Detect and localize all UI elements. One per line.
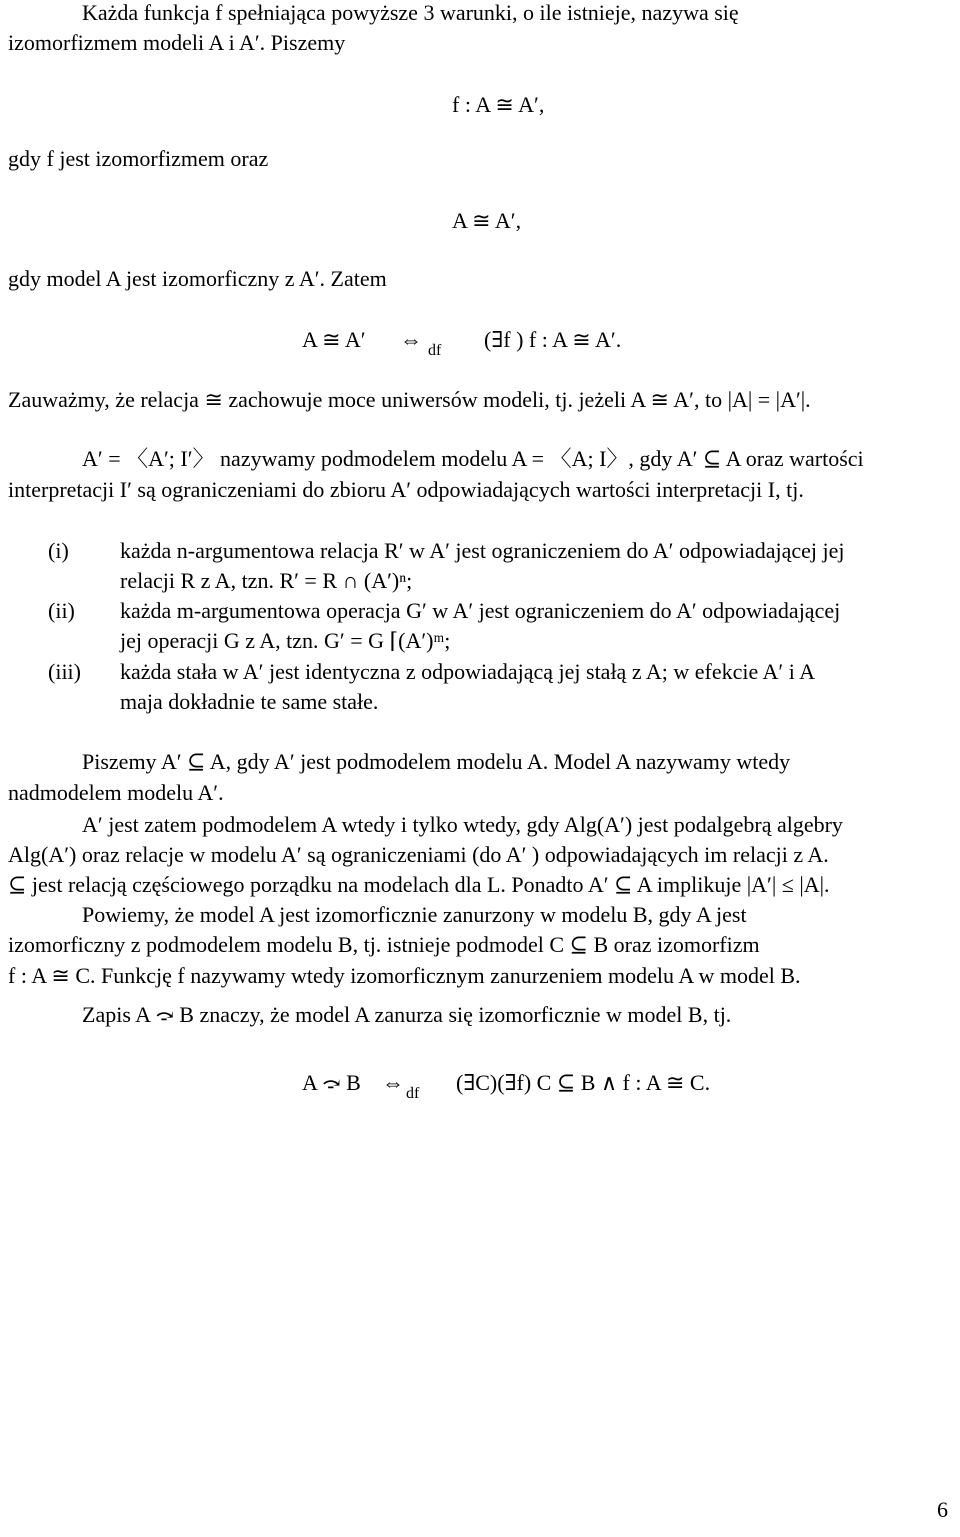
formula-def-rhs: (∃f ) f : A ≅ A′. — [484, 327, 622, 352]
item-3-line-2: maja dokładnie te same stałe. — [120, 689, 379, 714]
formula-isomorphic: A ≅ A′, — [452, 208, 522, 233]
item-1-number: (i) — [48, 538, 69, 563]
powiemy-line-2: izomorficzny z podmodelem modelu B, tj. istnieje podmodel C ⊆ B oraz izomorfizm — [8, 932, 760, 957]
formula-embed-iff: ⇔ — [382, 1070, 404, 1095]
formula-def-df: df — [428, 342, 442, 359]
item-1-line-1: każda n-argumentowa relacja R′ w A′ jest ograniczeniem do A′ odpowiadającej jej — [120, 538, 845, 563]
item-2-line-2: jej operacji G z A, tzn. G′ = G ⌈(A′)ᵐ; — [120, 628, 451, 653]
formula-isomorphism: f : A ≅ A′, — [452, 92, 545, 117]
zapis-line: Zapis A ⤼ B znaczy, że model A zanurza się izomorficznie w model B, tj. — [82, 1002, 732, 1027]
piszemy-line-2: nadmodelem modelu A′. — [8, 780, 224, 805]
item-3-line-1: każda stała w A′ jest identyczna z odpowiadającą jej stałą z A; w efekcie A′ i A — [120, 659, 816, 684]
item-2-line-1: każda m-argumentowa operacja G′ w A′ jest ograniczeniem do A′ odpowiadającej — [120, 598, 841, 623]
podmodel-line-2: interpretacji I′ są ograniczeniami do zbioru A′ odpowiadających wartości interpretacji I, tj. — [8, 477, 804, 502]
zatem-line-2: Alg(A′) oraz relacje w modelu A′ są ograniczeniami (do A′ ) odpowiadających im relacji z A. — [8, 842, 829, 867]
text-gdy-model: gdy model A jest izomorficzny z A′. Zatem — [8, 266, 387, 291]
piszemy-line-1: Piszemy A′ ⊆ A, gdy A′ jest podmodelem modelu A. Model A nazywamy wtedy — [82, 749, 791, 774]
text-zauwazmy: Zauważmy, że relacja ≅ zachowuje moce uniwersów modeli, tj. jeżeli A ≅ A′, to |A| = |A′|. — [8, 387, 811, 412]
formula-embed-rhs: (∃C)(∃f) C ⊆ B ∧ f : A ≅ C. — [456, 1070, 711, 1095]
intro-line-2: izomorfizmem modeli A i A′. Piszemy — [8, 30, 346, 55]
text-gdy-f: gdy f jest izomorfizmem oraz — [8, 146, 269, 171]
zatem-line-1: A′ jest zatem podmodelem A wtedy i tylko wtedy, gdy Alg(A′) jest podalgebrą algebry — [82, 812, 843, 837]
page-number: 6 — [937, 1497, 948, 1522]
zatem-line-3: ⊆ jest relacją częściowego porządku na modelach dla L. Ponadto A′ ⊆ A implikuje |A′| ≤ |A|. — [8, 872, 830, 897]
intro-line-1: Każda funkcja f spełniająca powyższe 3 warunki, o ile istnieje, nazywa się — [82, 0, 739, 25]
formula-def-lhs: A ≅ A′ — [302, 327, 366, 352]
podmodel-line-1: A′ = 〈A′; I′〉 nazywamy podmodelem modelu A = 〈A; I〉, gdy A′ ⊆ A oraz wartości — [82, 446, 864, 471]
powiemy-line-1: Powiemy, że model A jest izomorficznie zanurzony w modelu B, gdy A jest — [82, 902, 747, 927]
formula-embed-df: df — [406, 1085, 420, 1102]
item-3-number: (iii) — [48, 659, 81, 684]
formula-def-iff: ⇔ — [400, 327, 422, 352]
powiemy-line-3: f : A ≅ C. Funkcję f nazywamy wtedy izomorficznym zanurzeniem modelu A w model B. — [8, 963, 801, 988]
formula-embed-lhs: A ⤼ B — [302, 1070, 361, 1095]
item-2-number: (ii) — [48, 598, 75, 623]
item-1-line-2: relacji R z A, tzn. R′ = R ∩ (A′)ⁿ; — [120, 568, 413, 593]
